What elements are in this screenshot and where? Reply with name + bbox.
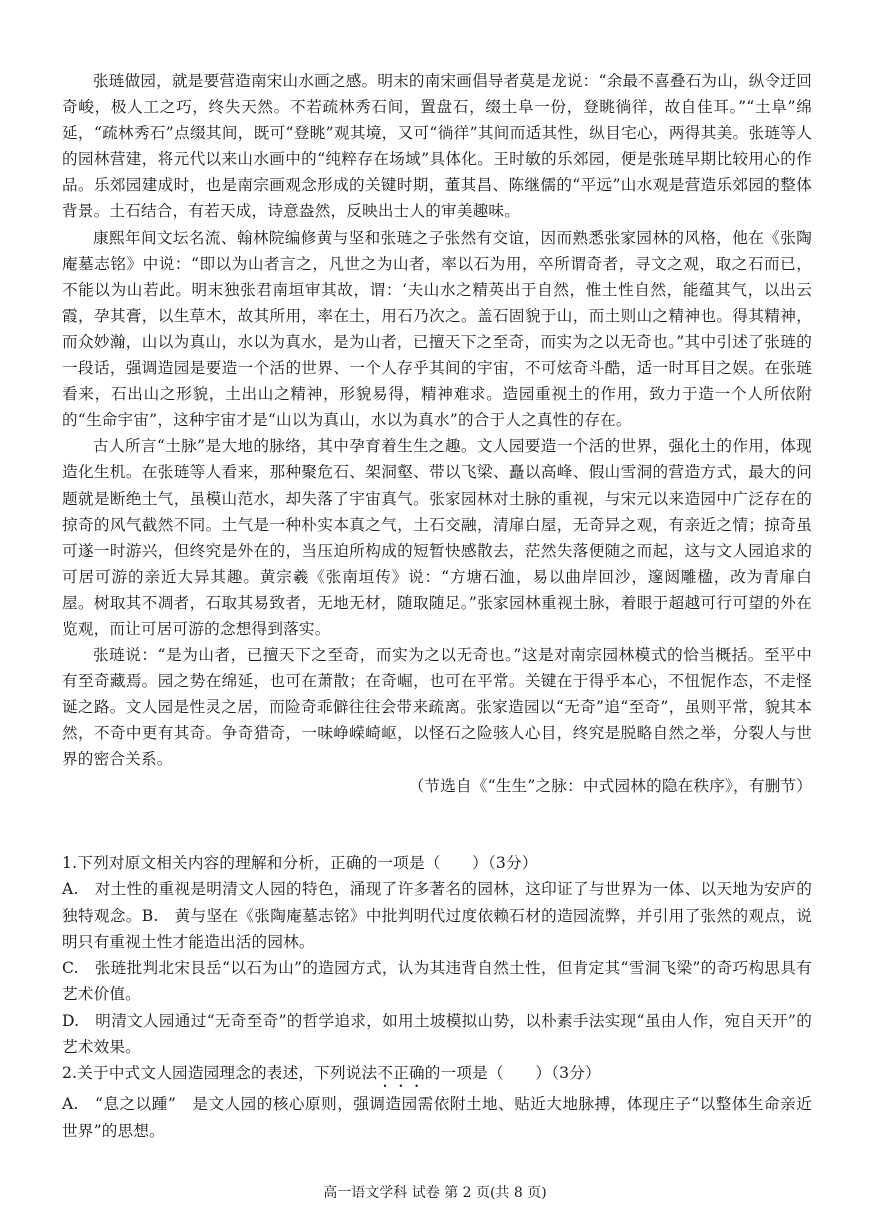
question-2-option-a: A. “息之以踵” 是文人园的核心原则，强调造园需依附土地、贴近大地脉搏，体现庄子“以整体生命亲近世界”的思想。 bbox=[62, 1095, 812, 1140]
question-2 bbox=[62, 1060, 812, 1144]
question-section bbox=[62, 850, 812, 1144]
reading-passage bbox=[62, 68, 812, 799]
passage-source: （节选自《“生生”之脉：中式园林的隐在秩序》，有删节） bbox=[408, 776, 812, 795]
question-1-option-d: D. 明清文人园通过“无奇至奇”的哲学追求，如用土坡模拟山势，以朴素手法实现“虽由人作，宛自天开”的艺术效果。 bbox=[62, 1011, 812, 1057]
question-2-stem-emphasis: 不正确 bbox=[377, 1064, 425, 1083]
passage-paragraph-2: 康熙年间文坛名流、翰林院编修黄与坚和张琏之子张然有交谊，因而熟悉张家园林的风格，他在《张陶庵墓志铭》中说：“即以为山者言之，凡世之为山者，率以石为用，卒所谓奇者，寻文之观，取之石而已，不能以为山若此。明末独张君南垣审其故，谓：‘夫山水之精英出于自然，惟土性自然，能蕴其气，以出云霞，孕其膏，以生草木，故其所用，率在土，用石乃次之。盖石固貌于山，而土则山之精神也。得其精神，而众妙瀚，山以为真山，水以为真水，是为山者，已擅天下之至奇，而实为之以无奇也。”其中引述了张琏的一段话，强调造园是要造一个活的世界、一个人存乎其间的宇宙，不可炫奇斗酷，适一时耳目之娱。在张琏看来，石出山之形貌，土出山之精神，形貌易得，精神难求。造园重视土的作用，致力于造一个人所依附的“生命宇宙”，这种宇宙才是“山以为真山，水以为真水”的合于人之真性的存在。 bbox=[62, 228, 812, 430]
question-2-stem bbox=[62, 1060, 812, 1091]
passage-paragraph-4: 张琏说：“是为山者，已擅天下之至奇，而实为之以无奇也。”这是对南宗园林模式的恰当概括。至平中有至奇藏焉。园之势在绵延，也可在萧散；在奇崛，也可在平常。关键在于得乎本心，不忸怩作态，不走怪诞之路。文人园是性灵之居，而险奇乖僻往往会带来疏离。张家造园以“无奇”追“至奇”，虽则平常，貌其本然，不奇中更有其奇。争奇猎奇，一味峥嵘崎岖，以怪石之险骇人心目，终究是脱略自然之举，分裂人与世界的密合关系。 bbox=[62, 646, 812, 769]
question-2-stem-after: 的一项是（ ）（3分） bbox=[424, 1064, 601, 1083]
passage-paragraph-3: 古人所言“土脉”是大地的脉络，其中孕育着生生之趣。文人园要造一个活的世界，强化土的作用，体现造化生机。在张琏等人看来，那种聚危石、架洞壑、带以飞梁、矗以高峰、假山雪洞的营造方式，最大的问题就是断绝土气，虽模山范水，却失落了宇宙真气。张家园林对土脉的重视，与宋元以来造园中广泛存在的掠奇的风气截然不同。土气是一种朴实本真之气，土石交融，清扉白屋，无奇异之观，有亲近之情；掠奇虽可遂一时游兴，但终究是外在的，当压迫所构成的短暂快感散去，茫然失落便随之而起，这与文人园追求的可居可游的亲近大异其趣。黄宗羲《张南垣传》说：“方塘石洫，易以曲岸回沙，邃闼雕楹，改为青扉白屋。树取其不凋者，石取其易致者，无地无材，随取随足。”张家园林重视土脉，着眼于超越可行可望的外在览观，而让可居可游的念想得到落实。 bbox=[62, 437, 812, 638]
question-2-stem-before: 2.关于中式文人园造园理念的表述，下列说法 bbox=[62, 1064, 378, 1083]
question-1-option-c: C. 张琏批判北宋艮岳“以石为山”的造园方式，认为其违背自然土性，但肯定其“雪洞飞梁”的奇巧构思具有艺术价值。 bbox=[62, 959, 812, 1004]
page-footer: 高一语文学科 试卷 第 2 页(共 8 页) bbox=[323, 1185, 547, 1201]
question-1-stem: 1.下列对原文相关内容的理解和分析，正确的一项是（ ）（3分） bbox=[62, 854, 538, 872]
question-1 bbox=[62, 850, 812, 1060]
question-1-option-ab: A. 对土性的重视是明清文人园的特色，涌现了许多著名的园林，这印证了与世界为一体、以天地为安庐的独特观念。B. 黄与坚在《张陶庵墓志铭》中批判明代过度依赖石材的造园流弊，并引用了张然的观点，说明只有重视土性才能造出活的园林。 bbox=[62, 880, 812, 951]
passage-paragraph-1: 张琏做园，就是要营造南宋山水画之感。明末的南宋画倡导者莫是龙说：“余最不喜叠石为山，纵令迂回奇峻，极人工之巧，终失天然。不若疏林秀石间，置盘石，缀土阜一份，登眺徜徉，故自佳耳。”“土阜”绵延，“疏林秀石”点缀其间，既可“登眺”观其境，又可“徜徉”其间而适其性，纵目宅心，两得其美。张琏等人的园林营建，将元代以来山水画中的“纯粹存在场域”具体化。王时敏的乐郊园，便是张琏早期比较用心的作品。乐郊园建成时，也是南宗画观念形成的关键时期，董其昌、陈继儒的“平远”山水观是营造乐郊园的整体背景。土石结合，有若天成，诗意盎然，反映出士人的审美趣味。 bbox=[62, 72, 812, 221]
